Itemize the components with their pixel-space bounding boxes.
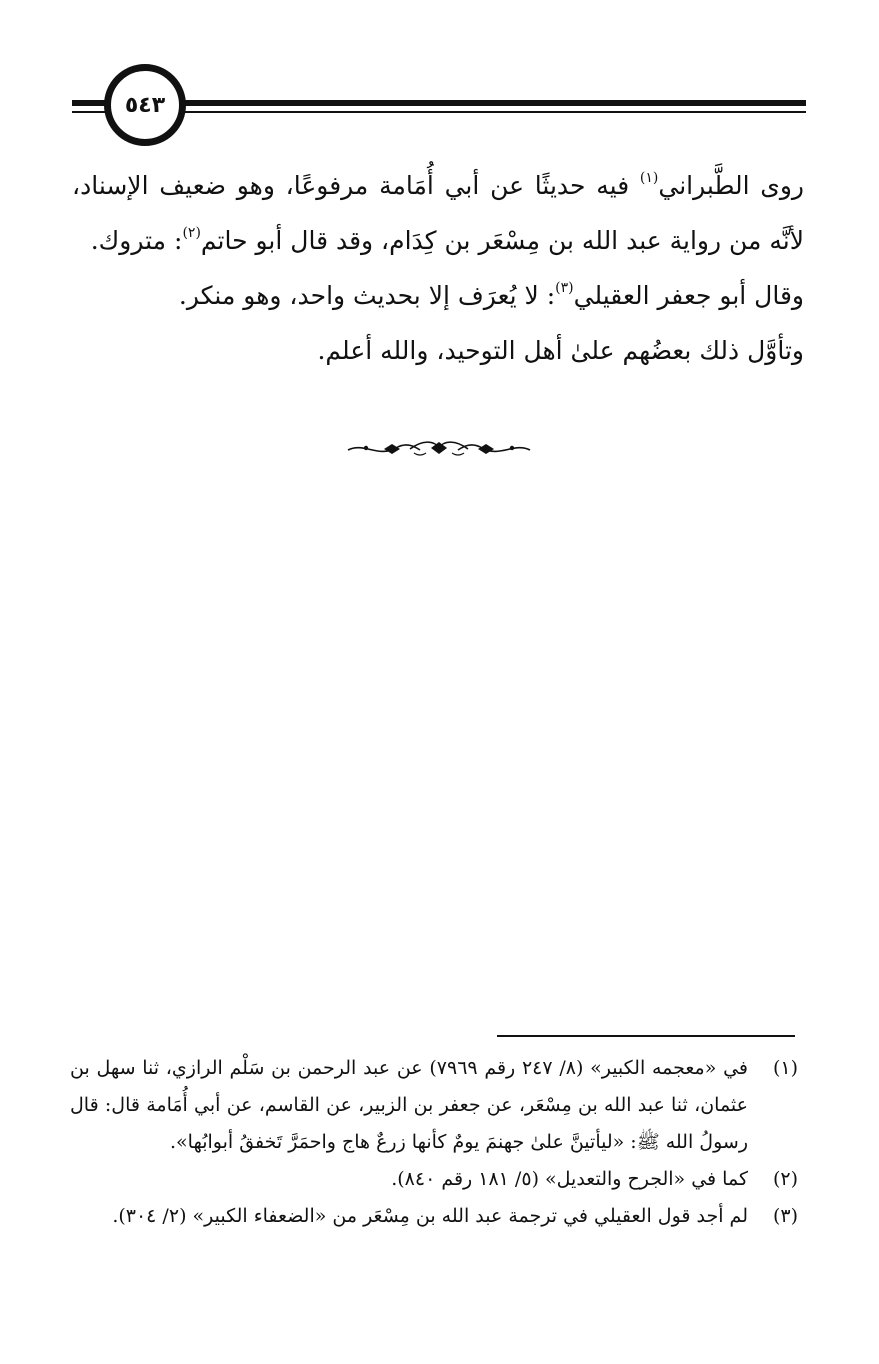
ornament-divider xyxy=(344,436,534,460)
paragraph-1 xyxy=(72,158,804,268)
page-header xyxy=(72,62,806,152)
footnotes xyxy=(70,1050,798,1235)
footnote-3-text: لم أجد قول العقيلي في ترجمة عبد الله بن مِسْعَر من «الضعفاء الكبير» (٢/ ٣٠٤). xyxy=(112,1205,748,1227)
footnote-2 xyxy=(70,1161,798,1198)
paragraph-2-part-2: : لا يُعرَف إلا بحديث واحد، وهو منكر. xyxy=(178,281,556,310)
footnote-1-text: في «معجمه الكبير» (٨/ ٢٤٧ رقم ٧٩٦٩) عن عبد الرحمن بن سَلْم الرازي، ثنا سهل بن عثمان، ثنا عبد الله بن مِسْعَر، عن جعفر بن الزبير، عن القاسم، عن أبي أُمَامة قال: قال رسولُ الله ﷺ: «ليأتينَّ علىٰ جهنمَ يومٌ كأنها زرعٌ هاج واحمَرَّ تَخفقُ أبوابُها». xyxy=(70,1057,748,1153)
main-text xyxy=(72,158,804,378)
footnote-ref-2[interactable]: (٢) xyxy=(182,225,201,241)
paragraph-2 xyxy=(72,268,804,323)
footnote-2-number: (٢) xyxy=(772,1168,798,1190)
footnote-1 xyxy=(70,1050,798,1161)
footnote-3-number: (٣) xyxy=(772,1205,798,1227)
page-number-badge xyxy=(104,64,186,146)
footnote-ref-1[interactable]: (١) xyxy=(639,170,659,186)
paragraph-3: وتأوَّل ذلك بعضُهم علىٰ أهل التوحيد، والله أعلم. xyxy=(317,336,804,365)
paragraph-2-part-1: وقال أبو جعفر العقيلي xyxy=(573,281,804,310)
paragraph-1-part-3: : متروك. xyxy=(90,226,183,255)
footnote-ref-3[interactable]: (٣) xyxy=(555,280,574,296)
paragraph-1-part-2: فيه حديثًا عن أبي أُمَامة مرفوعًا، وهو ضعيف الإسناد، لأنَّه من رواية عبد الله بن مِسْعَر بن كِدَام، وقد قال أبو حاتم xyxy=(72,171,804,255)
footnote-3 xyxy=(70,1198,798,1235)
footnote-1-number: (١) xyxy=(772,1057,798,1079)
page-number: ٥٤٣ xyxy=(124,92,166,118)
footnote-2-text: كما في «الجرح والتعديل» (٥/ ١٨١ رقم ٨٤٠). xyxy=(391,1168,748,1190)
footnote-separator xyxy=(497,1035,795,1037)
paragraph-1-part-1: روى الطَّبراني xyxy=(658,171,804,200)
